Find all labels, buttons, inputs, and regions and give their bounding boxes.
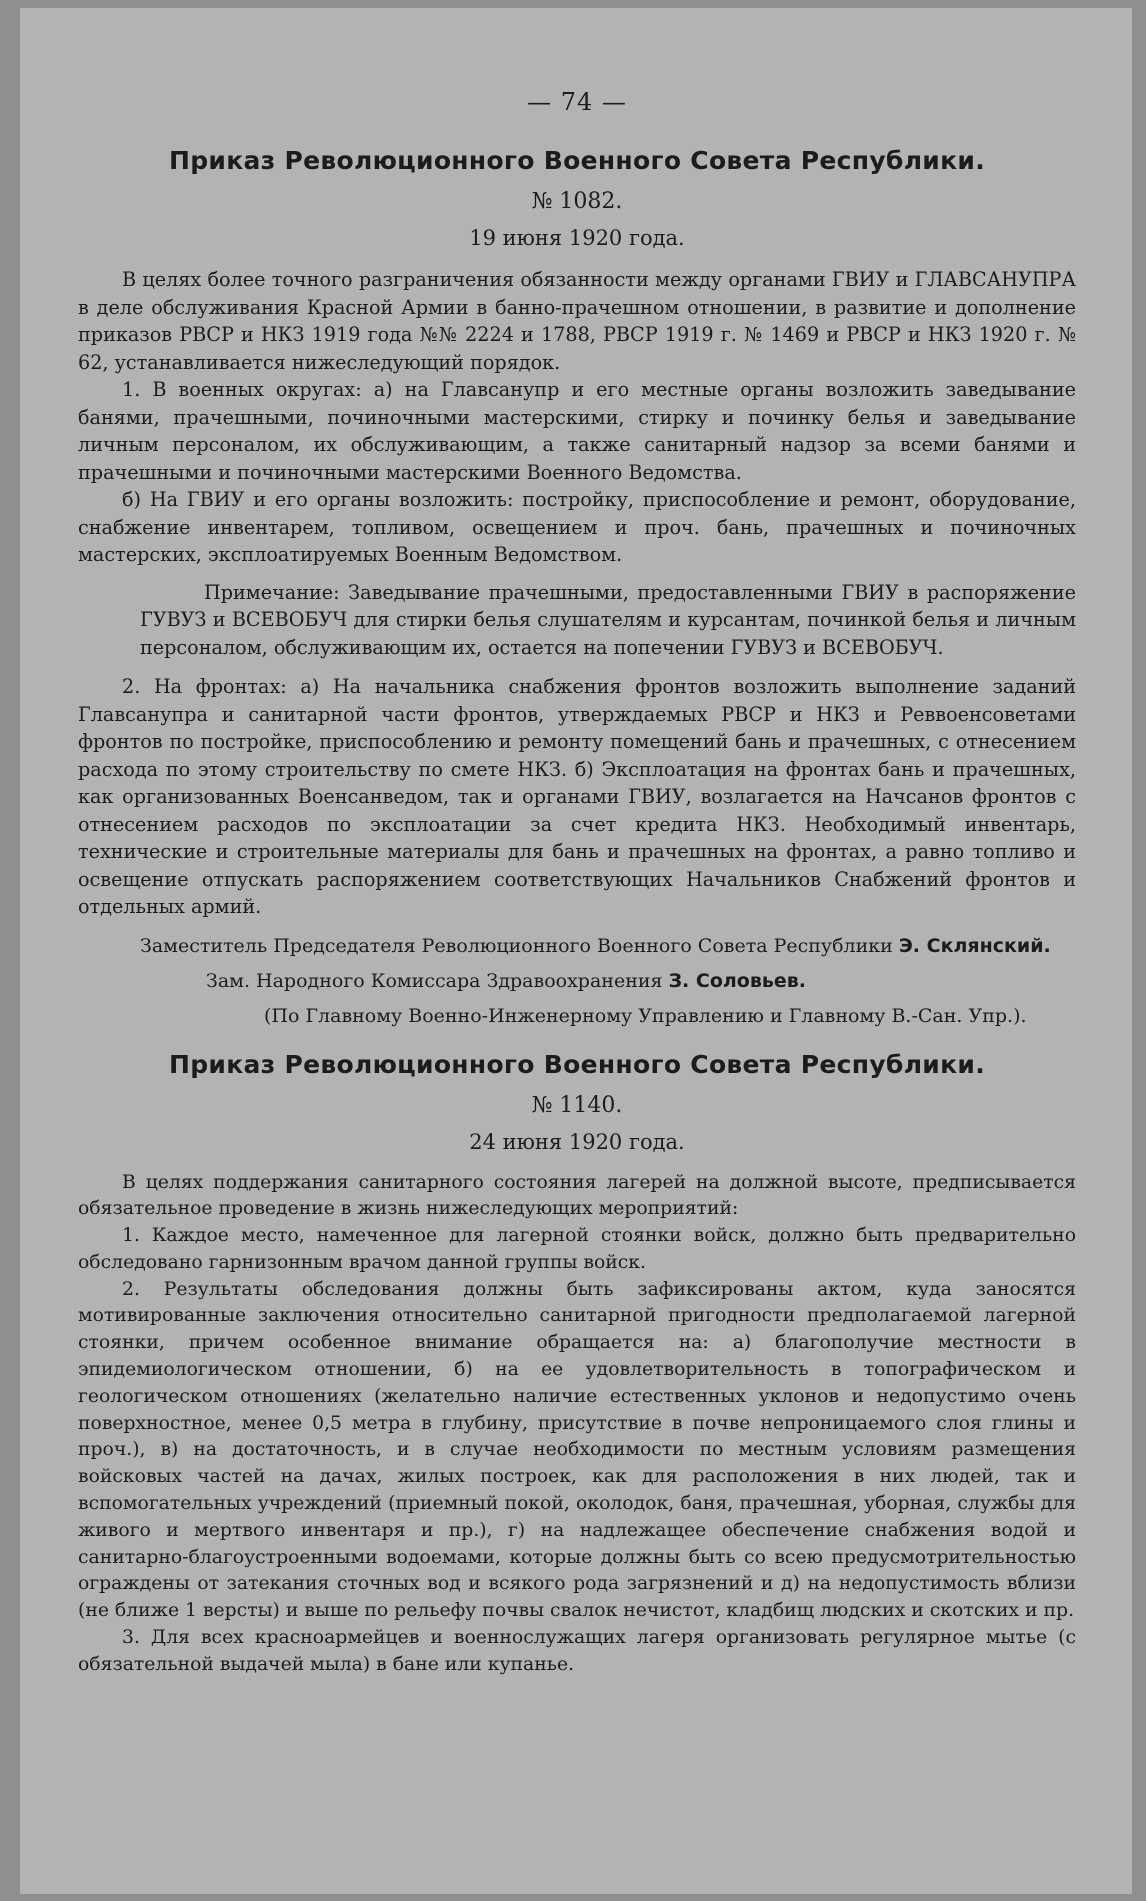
order-intro: В целях поддержания санитарного состояния лагерей на должной высоте, предписывается обязательное проведение в жизнь нижеследующих мероприятий: [78, 1171, 1076, 1220]
paragraph-2: 2. Результаты обследования должны быть зафиксированы актом, куда заносятся мотивированные заключения относительно санитарной пригодности предполагаемой лагерной стоянки, причем особенное внимание обращается на: а) благополучие местности в эпидемиологическом отношении, б) на ее удовлетворительность в топографическом и геологическом отношениях (желательно наличие естественных уклонов и недопустимо очень поверхностное, менее 0,5 метра в глубину, присутствие в почве непроницаемого слоя глины и проч.), в) на достаточность, и в случае необходимости по местным условиям размещения войсковых частей на дачах, жилых построек, как для расположения в них людей, так и вспомогательных учреждений (приемный покой, околодок, баня, прачешная, уборная, службы для живого и мертвого инвентаря и пр.), г) на надлежащее обеспечение снабжения водой и санитарно-благоустроенными водоемами, которые должны быть со всею предусмотрительностью ограждены от затекания сточных вод и всякого рода загрязнений и д) на недопустимость вблизи (не ближе 1 версты) и выше по рельефу почвы свалок нечистот, кладбищ людских и скотских и пр. [78, 1278, 1076, 1622]
order-number: № 1082. [531, 189, 623, 214]
paragraph-2: 2. На фронтах: а) На начальника снабжения фронтов возложить выполнение заданий Главсанупра и санитарной части фронтов, утверждаемых РВСР и НКЗ и Реввоенсоветами фронтов по постройке, приспособлению и ремонту помещений бань и прачешных, с отнесением расхода по этому строительству по смете НКЗ. б) Эксплоатация на фронтах бань и прачешных, как организованных Военсанведом, так и органами ГВИУ, возлагается на Начсанов фронтов с отнесением расходов по эксплоатации за счет кредита НКЗ. Необходимый инвентарь, технические и строительные материалы для бань и прачешных на фронтах, а равно топливо и освещение отпускать распоряжением соответствующих Начальников Снабжений фронтов и отдельных армий. [78, 675, 1076, 918]
order-title: Приказ Революционного Военного Совета Республики. [168, 1049, 986, 1079]
order-number: № 1140. [531, 1092, 623, 1118]
paragraph-3: 3. Для всех красноармейцев и военнослужащих лагеря организовать регулярное мытье (с обязательной выдачей мыла) в бане или купанье. [78, 1627, 1076, 1675]
distribution-note: (По Главному Военно-Инженерному Управлению и Главному В.-Сан. Упр.). [264, 1004, 1027, 1027]
note: Примечание: Заведывание прачешными, предоставленными ГВИУ в распоряжение ГУВУЗ и ВСЕВОБУЧ для стирки белья слушателям и курсантам, починкой белья и личным персоналом, обслуживающим их, остается на попечении ГУВУЗ и ВСЕВОБУЧ. [140, 580, 1076, 659]
order-intro: В целях более точного разграничения обязанности между органами ГВИУ и ГЛАВСАНУПРА в деле обслуживания Красной Армии в банно-прачешном отношении, в развитие и дополнение приказов РВСР и НКЗ 1919 года №№ 2224 и 1788, РВСР 1919 г. № 1469 и РВСР и НКЗ 1920 г. № 62, устанавливается нижеследующий порядок. [78, 268, 1076, 374]
order-title: Приказ Революционного Военного Совета Республики. [168, 146, 986, 175]
signature-name: З. Соловьев. [668, 969, 807, 992]
order-date: 19 июня 1920 года. [469, 226, 685, 250]
order-1140 [78, 1050, 1076, 1679]
paragraph-1b: б) На ГВИУ и его органы возложить: постройку, приспособление и ремонт, оборудование, снабжение инвентарем, топливом, освещением и проч. бань, прачешных и починочных мастерских, эксплоатируемых Военным Ведомством. [78, 488, 1076, 566]
signature-name: Э. Склянский. [898, 934, 1051, 957]
page-number: — 74 — [527, 88, 627, 116]
signature-line-2 [78, 964, 1076, 999]
order-1082 [78, 146, 1076, 1034]
signature-role: Заместитель Председателя Революционного Военного Совета Республики [140, 934, 893, 957]
signature-line-1 [78, 929, 1076, 964]
signature-role: Зам. Народного Комиссара Здравоохранения [206, 969, 663, 992]
order-date: 24 июня 1920 года. [469, 1129, 685, 1154]
document-page [20, 8, 1132, 1894]
signatures [78, 929, 1076, 1034]
paragraph-1: 1. В военных округах: а) на Главсанупр и его местные органы возложить заведывание банями, прачешными, починочными мастерскими, стирку и починку белья и заведывание личным персоналом, их обслуживающим, а также санитарный надзор за всеми банями и прачешными и починочными мастерскими Военного Ведомства. [78, 378, 1076, 484]
paragraph-1: 1. Каждое место, намеченное для лагерной стоянки войск, должно быть предварительно обследовано гарнизонным врачом данной группы войск. [78, 1225, 1076, 1273]
